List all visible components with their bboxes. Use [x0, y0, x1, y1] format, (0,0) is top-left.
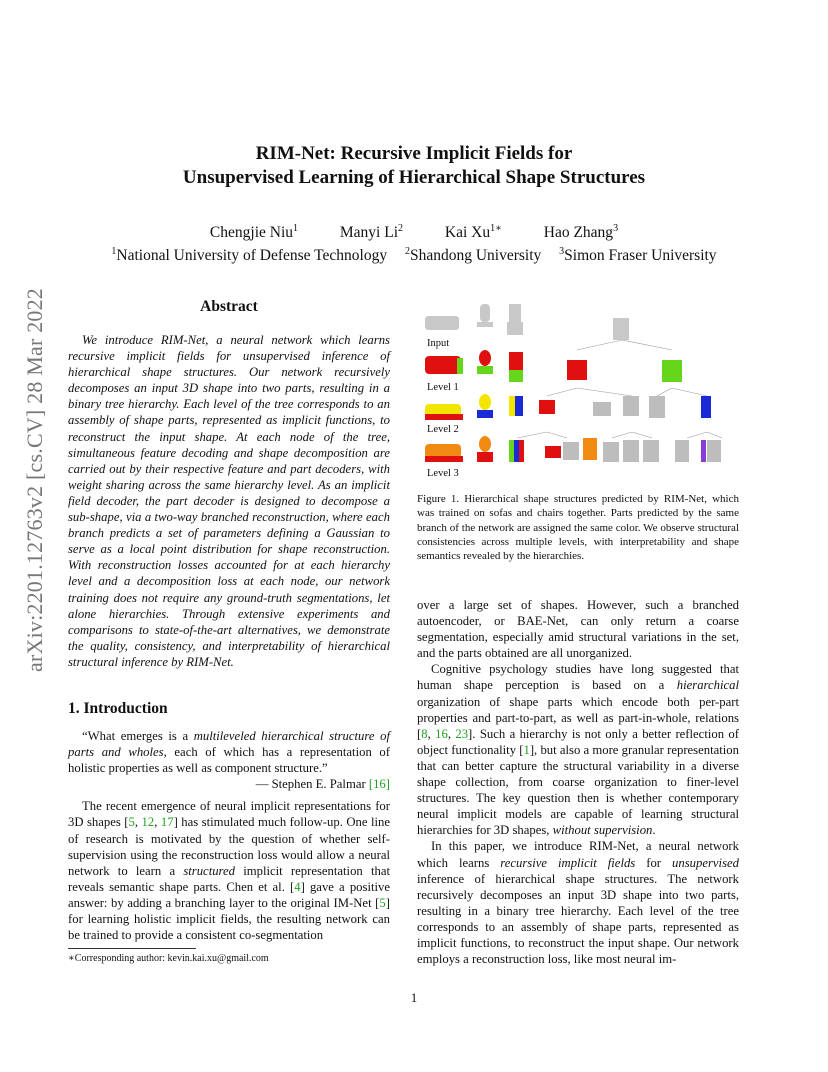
abstract-heading: Abstract [200, 298, 258, 315]
intro-text [68, 728, 390, 943]
input-shapes [425, 304, 629, 340]
sofa-shape [425, 316, 459, 330]
author: Chengjie Niu$^1$ [209, 223, 299, 242]
author: Manyi Li$^2$ [339, 223, 404, 242]
arxiv-sidebar [22, 280, 48, 680]
affiliation: $^2$Shandong University [404, 246, 542, 265]
abstract-text: We introduce RIM-Net, a neural network which learns recursive implicit fields for unsupervised inference of hierarchical shape structures. Our network recursively decomposes an input 3D shape into two parts, resulting in a binary tree hierarchy. Each level of the tree corresponds to an assembly of shape parts, represented as implicit functions, to reconstruct the input shape. At each node of the tree, simultaneous feature decoding and shape decomposition are carried out by their respective feature and part decoders, with weight sharing across the same hierarchy level. As an implicit field decoder, the part decoder is designed to decompose a sub-shape, via a two-way branched reconstruction, where each branch predicts a set of parameters defining a Gaussian to serve as a local point distribution for shape reconstruction. With reconstruction losses accounted for at each hierarchy level and a decomposition loss at each node, our network training does not require any ground-truth segmentations, let alone hierarchies. Through extensive experiments and comparisons to state-of-the-art alternatives, we demonstrate the quality, consistency, and interpretability of hierarchical structural inference by RIM-Net. [68, 333, 390, 669]
citation-link[interactable]: 16 [435, 726, 448, 741]
intro-heading: 1. Introduction [68, 700, 168, 717]
epigraph: “What emerges is a multileveled hierarchical structure of parts and wholes, each of which has a representation of holistic properties as well as component structure.” [68, 729, 390, 776]
footnote-rule [68, 948, 196, 949]
paragraph: over a large set of shapes. However, such a branched autoencoder, or BAE-Net, can only return a coarse segmentation, especially amid structural variations in the set, and the parts obtained are all unorganized. [417, 598, 739, 661]
citation-link[interactable]: 17 [160, 815, 174, 830]
citation-link[interactable]: 5 [379, 895, 386, 910]
author: Hao Zhang$^3$ [543, 223, 619, 242]
citation-link[interactable]: 1 [523, 742, 530, 757]
title-line-1: RIM-Net: Recursive Implicit Fields for [255, 143, 573, 164]
epigraph-author: — Stephen E. Palmar [16] [255, 777, 390, 792]
level-3-shapes [425, 436, 721, 462]
chair-shape [480, 304, 490, 322]
level-1-shapes [425, 350, 682, 382]
level-2-shapes [425, 394, 711, 420]
author-list [0, 219, 828, 242]
figure-label-level-1: Level 1 [427, 382, 459, 393]
paper-title [0, 142, 828, 190]
page-number: 1 [410, 990, 418, 1005]
affiliation: $^3$Simon Fraser University [559, 246, 717, 265]
right-column-text [417, 597, 739, 967]
tree-edges [517, 340, 722, 438]
chair-shape [509, 304, 521, 322]
citation-link[interactable]: 23 [455, 726, 469, 741]
affiliation: $^1$National University of Defense Technology [111, 246, 388, 265]
author: Kai $Xu^{1∗}$ [444, 223, 502, 242]
figure-label-input: Input [427, 338, 450, 349]
citation-link[interactable]: 8 [421, 726, 428, 741]
chair-shape [613, 318, 629, 340]
citation-link[interactable]: 5 [128, 815, 135, 830]
paragraph: Cognitive psychology studies have long suggested that human shape perception is based on a hierarchical organization of shape parts which encode both per-part properties and part-to-part, as well as part-in-whole, relations [8, 16, 23]. Such a hierarchy is not only a better reflection of object functionality [1], but also a more granular representation that can better capture the structural variability in a diverse shape collection, from coarse organization to finer-level structures. The key question then is whether contemporary neural implicit models are capable of learning structural hierarchies for 3D shapes, without supervision. [417, 662, 739, 838]
affiliation-list [0, 242, 828, 265]
figure-label-level-2: Level 2 [427, 424, 459, 435]
citation-link[interactable]: [16] [368, 777, 390, 792]
footnote: ∗Corresponding author: kevin.kai.xu@gmail.com [68, 953, 269, 964]
arxiv-id: arXiv:2201.12763v2 [cs.CV] 28 Mar 2022 [22, 288, 47, 672]
figure-label-level-3: Level 3 [427, 468, 459, 479]
figure-1 [417, 296, 739, 486]
hierarchy-figure [417, 296, 739, 486]
figure-caption: Figure 1. Hierarchical shape structures predicted by RIM-Net, which was trained on sofas and chairs together. Parts predicted by the same branch of the network are assigned the same color. We observe structural consistencies across multiple levels, with interpretability and shape semantics revealed by the hierarchies. [417, 493, 739, 563]
citation-link[interactable]: 4 [294, 879, 301, 894]
paragraph: In this paper, we introduce RIM-Net, a neural network which learns recursive implicit fields for unsupervised inference of hierarchical shape structures. The network recursively decomposes an input 3D shape into two parts, resulting in a binary tree hierarchy. Each level of the tree corresponds to an assembly of shape parts, represented as implicit functions, to reconstruct the input shape. Our network employs a reconstruction loss, like most neural im- [417, 839, 739, 967]
citation-link[interactable]: 12 [141, 815, 155, 830]
title-line-2: Unsupervised Learning of Hierarchical Shape Structures [182, 167, 646, 188]
intro-paragraph: The recent emergence of neural implicit representations for 3D shapes [5, 12, 17] has stimulated much follow-up. One line of research is motivated by the question of whether self-supervision using the reconstruction loss would allow a neural network to learn a structured implicit representation that reveals semantic shape parts. Chen et al. [4] gave a positive answer: by adding a branching layer to the original IM-Net [5] for learning holistic implicit fields, the resulting network can be trained to provide a consistent co-segmentation [68, 799, 391, 943]
